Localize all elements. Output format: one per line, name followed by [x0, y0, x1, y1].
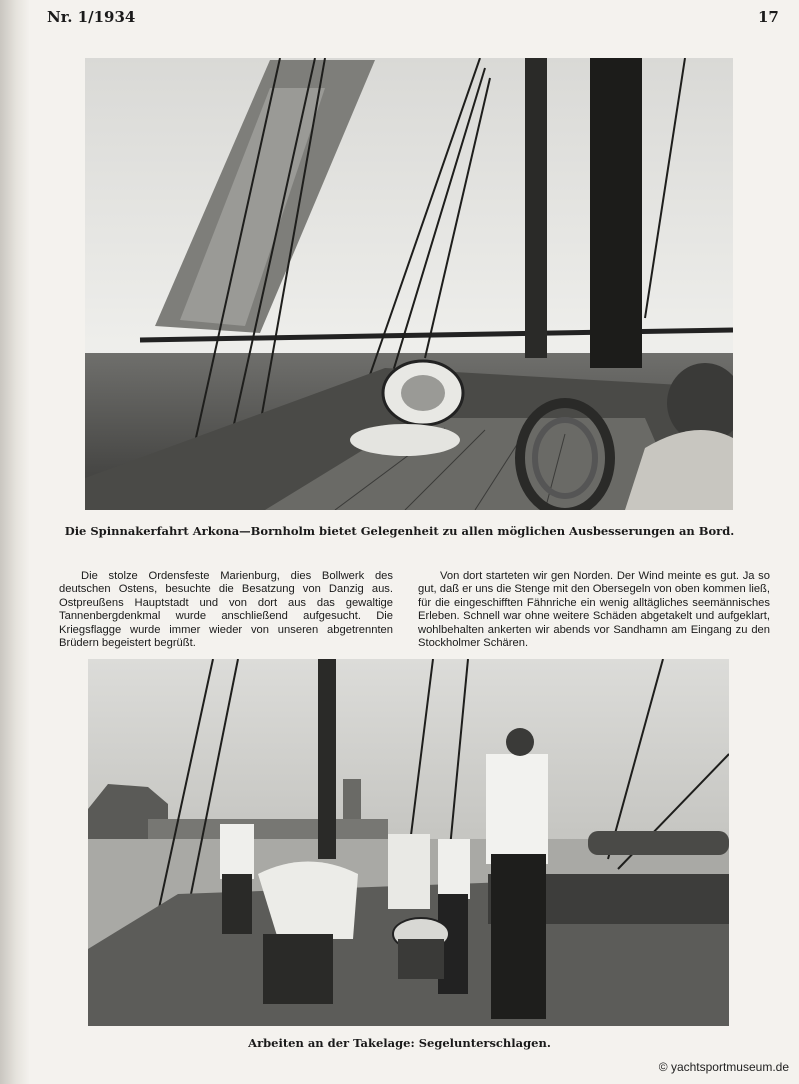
article-column-right — [418, 570, 770, 650]
sailing-deck-photo — [85, 58, 733, 510]
top-photo-caption: Die Spinnakerfahrt Arkona—Bornholm bietet Gelegenheit zu allen möglichen Ausbesserungen an Bord. — [64, 524, 735, 538]
page-binding-shadow — [0, 0, 30, 1084]
article-paragraph-left: Die stolze Ordensfeste Marienburg, dies Bollwerk des deutschen Ostens, besuchte die Besatzung von Danzig aus. Ostpreußens Hauptstadt und von dort aus das gewaltige Tannenbergdenkmal wurde anschließend aufgesucht. Die Kriegsflagge wurde immer wieder von unseren abgetrennten Brüdern begeistert begrüßt. — [59, 570, 393, 650]
article-column-left — [59, 570, 393, 650]
article-paragraph-right: Von dort starteten wir gen Norden. Der Wind meinte es gut. Ja so gut, daß er uns die Stenge mit den Obersegeln von oben kommen ließ, für die eingeschifften Fähnriche ein wenig alltägliches seemännisches Erleben. Schnell war ohne weitere Schäden abgetakelt und aufgeklart, wohlbehalten ankerten wir abends vor Sandhamn am Eingang zu den Stockholmer Schären. — [418, 570, 770, 650]
copyright-watermark: © yachtsportmuseum.de — [658, 1060, 789, 1074]
rigging-work-photo — [88, 659, 729, 1026]
bottom-photo-caption: Arbeiten an der Takelage: Segelunterschlagen. — [248, 1036, 551, 1050]
page-number: 17 — [758, 8, 779, 26]
issue-number: Nr. 1/1934 — [47, 8, 136, 26]
